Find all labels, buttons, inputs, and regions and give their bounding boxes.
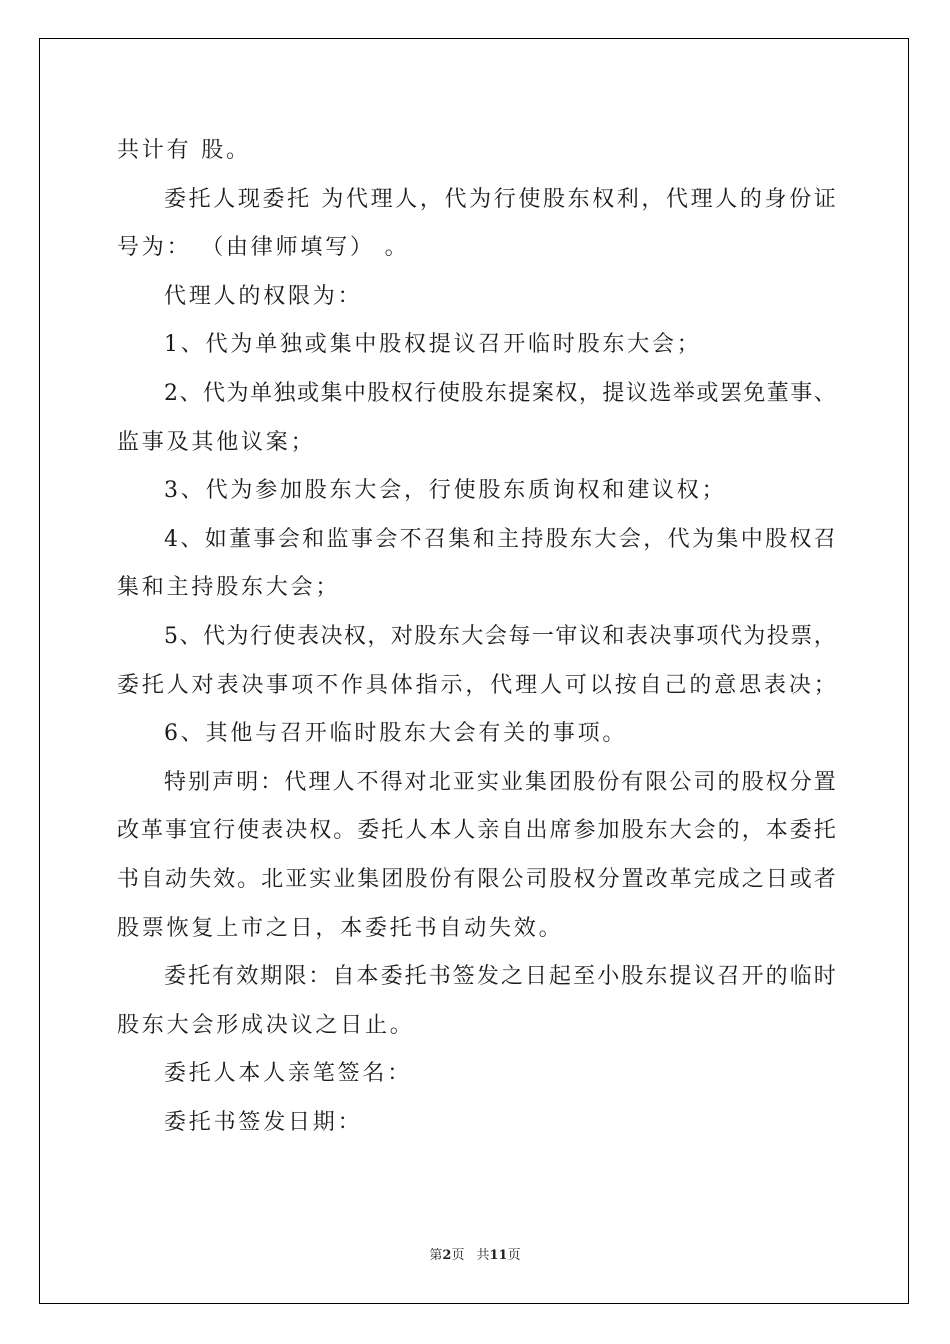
paragraph-line: 4、如董事会和监事会不召集和主持股东大会，代为集中股权召 <box>164 526 837 552</box>
paragraph-line: 代理人的权限为： <box>164 283 363 309</box>
paragraph-line: 股东大会形成决议之日止。 <box>117 1012 415 1038</box>
paragraph-line: 书自动失效。北亚实业集团股份有限公司股权分置改革完成之日或者 <box>117 866 837 892</box>
total-pages-prefix: 共 <box>476 1248 490 1263</box>
total-pages-suffix: 页 <box>507 1248 521 1263</box>
paragraph-line: 6、其他与召开临时股东大会有关的事项。 <box>164 721 628 747</box>
page-number-suffix: 页 <box>451 1248 465 1263</box>
page-number-prefix: 第 <box>429 1248 443 1263</box>
paragraph-line: 委托人本人亲笔签名： <box>164 1061 413 1087</box>
paragraph-line: 委托人现委托 为代理人，代为行使股东权利，代理人的身份证 <box>164 186 837 212</box>
paragraph-line: 监事及其他议案； <box>117 429 316 455</box>
paragraph-line: 委托人对表决事项不作具体指示，代理人可以按自己的意思表决； <box>117 672 837 698</box>
paragraph-line: 股票恢复上市之日，本委托书自动失效。 <box>117 915 564 941</box>
paragraph-line: 特别声明：代理人不得对北亚实业集团股份有限公司的股权分置 <box>164 769 837 795</box>
document-body <box>117 127 837 1147</box>
paragraph-line: 委托书签发日期： <box>164 1109 363 1135</box>
total-pages-number: 11 <box>489 1248 508 1263</box>
page-footer <box>0 1244 950 1263</box>
paragraph-line: 共计有 股。 <box>117 138 251 163</box>
paragraph-line: 1、代为单独或集中股权提议召开临时股东大会； <box>164 332 702 358</box>
current-page-number: 2 <box>442 1248 452 1263</box>
paragraph-line: 改革事宜行使表决权。委托人本人亲自出席参加股东大会的，本委托 <box>117 818 837 844</box>
paragraph-line: 3、代为参加股东大会，行使股东质询权和建议权； <box>164 478 727 504</box>
paragraph-line: 号为： （由律师填写） 。 <box>117 235 410 261</box>
paragraph-line: 5、代为行使表决权，对股东大会每一审议和表决事项代为投票， <box>164 623 837 649</box>
paragraph-line: 委托有效期限：自本委托书签发之日起至小股东提议召开的临时 <box>164 964 837 990</box>
paragraph-line: 集和主持股东大会； <box>117 575 341 601</box>
paragraph-line: 2、代为单独或集中股权行使股东提案权，提议选举或罢免董事、 <box>164 380 837 406</box>
